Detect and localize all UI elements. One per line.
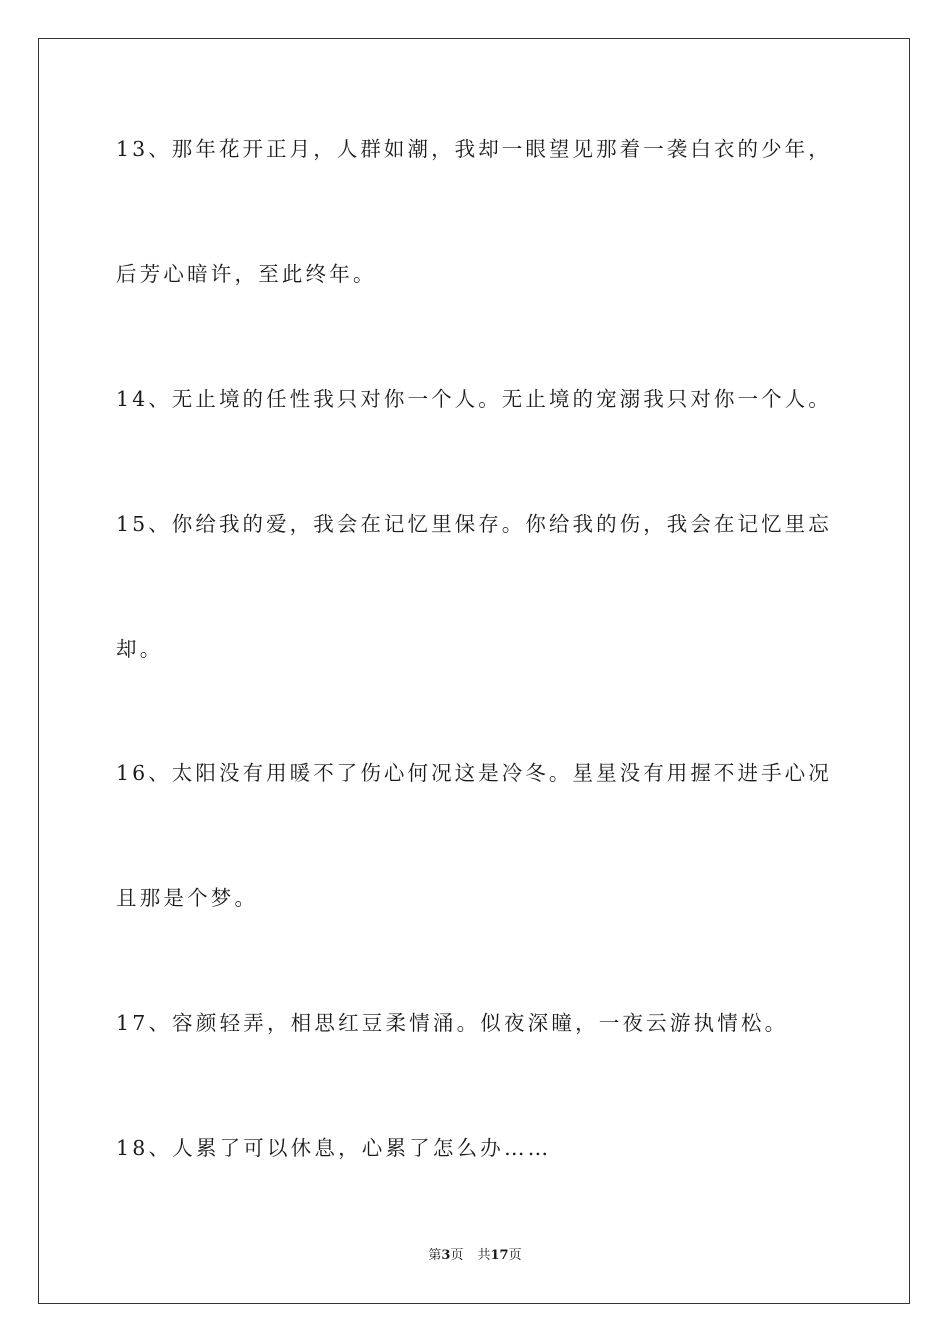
- text-line: 13、那年花开正月，人群如潮，我却一眼望见那着一袭白衣的少年，: [116, 137, 832, 161]
- total-prefix: 共: [477, 1248, 491, 1263]
- text-line: 17、容颜轻弄，相思红豆柔情涌。似夜深瞳，一夜云游执情松。: [116, 1011, 789, 1035]
- text-line: 后芳心暗许，至此终年。: [116, 262, 377, 286]
- text-line: 15、你给我的爱，我会在记忆里保存。你给我的伤，我会在记忆里忘: [116, 512, 832, 536]
- page-border: [38, 38, 910, 1304]
- page-footer: [0, 1248, 950, 1264]
- total-suffix: 页: [508, 1248, 522, 1263]
- total-pages: 17: [490, 1248, 509, 1263]
- text-line: 却。: [116, 637, 164, 661]
- text-line: 且那是个梦。: [116, 886, 259, 910]
- page-prefix: 第: [428, 1248, 442, 1263]
- text-line: 18、人累了可以休息，心累了怎么办……: [116, 1136, 552, 1160]
- page-suffix: 页: [450, 1248, 464, 1263]
- text-line: 16、太阳没有用暖不了伤心何况这是冷冬。星星没有用握不进手心况: [116, 761, 832, 785]
- page-number: 3: [441, 1248, 451, 1263]
- text-line: 14、无止境的任性我只对你一个人。无止境的宠溺我只对你一个人。: [116, 387, 832, 411]
